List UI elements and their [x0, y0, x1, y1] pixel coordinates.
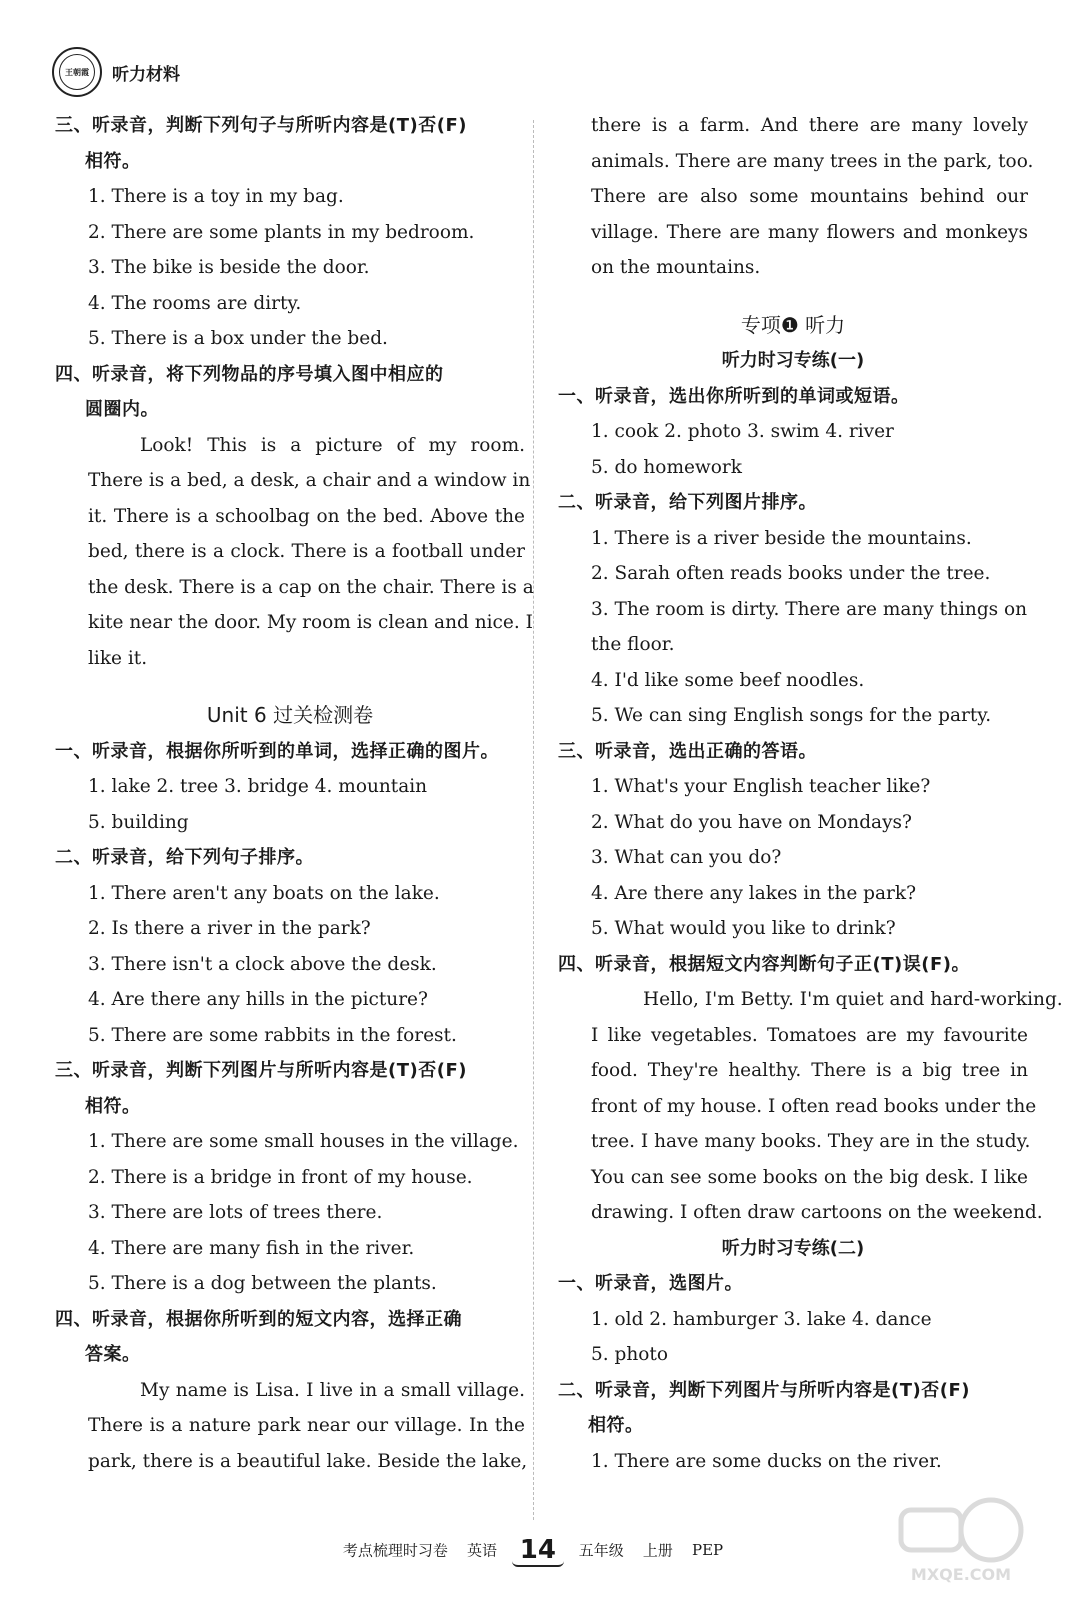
right-line: 4. I'd like some beef noodles.: [591, 669, 865, 691]
left-line: 四、听录音，根据你所听到的短文内容，选择正确: [55, 1308, 462, 1330]
right-line: 3. The room is dirty. There are many things on: [591, 598, 1028, 620]
right-line: 1. cook 2. photo 3. swim 4. river: [591, 421, 894, 442]
left-line: 四、听录音，将下列物品的序号填入图中相应的: [55, 363, 444, 385]
left-line: 4. The rooms are dirty.: [88, 292, 302, 314]
right-line: food. They're healthy. There is a big tree in: [591, 1060, 1028, 1081]
footer-grade: 五年级: [578, 1541, 624, 1560]
footer-volume: 上册: [642, 1541, 673, 1560]
footer-book: 考点梳理时习卷: [342, 1541, 448, 1560]
left-line: 相符。: [85, 1095, 141, 1117]
right-line: 4. Are there any lakes in the park?: [591, 882, 917, 904]
right-line: 5. We can sing English songs for the party.: [591, 705, 992, 726]
right-line: 三、听录音，选出正确的答语。: [558, 740, 817, 762]
left-line: 5. There is a dog between the plants.: [88, 1273, 437, 1294]
left-line: There is a bed, a desk, a chair and a window in: [88, 470, 531, 491]
left-line: 1. lake 2. tree 3. bridge 4. mountain: [88, 776, 428, 797]
right-line: 2. Sarah often reads books under the tree.: [591, 563, 991, 584]
page-number: 14: [512, 1535, 564, 1567]
watermark-text: MXQE.COM: [910, 1565, 1012, 1584]
right-line: Hello, I'm Betty. I'm quiet and hard-working.: [643, 989, 1063, 1010]
left-line: park, there is a beautiful lake. Beside the lake,: [88, 1450, 528, 1472]
right-line: on the mountains.: [591, 257, 761, 278]
left-line: 1. There aren't any boats on the lake.: [88, 882, 440, 904]
left-line: 4. There are many fish in the river.: [88, 1237, 415, 1259]
right-line: I like vegetables. Tomatoes are my favourite: [591, 1024, 1028, 1046]
right-line: 3. What can you do?: [591, 847, 782, 868]
right-line: 听力时习专练(一): [721, 350, 865, 371]
right-line: there is a farm. And there are many lovely: [591, 115, 1028, 136]
right-line: 1. There is a river beside the mountains.: [591, 527, 972, 549]
right-line: 专项❶ 听力: [740, 312, 846, 337]
right-line: 二、听录音，判断下列图片与所听内容是(T)否(F): [558, 1379, 970, 1401]
left-line: 2. There is a bridge in front of my house.: [88, 1166, 473, 1188]
publisher-logo: [52, 47, 102, 97]
right-line: 1. What's your English teacher like?: [591, 776, 931, 797]
right-line: There are also some mountains behind our: [591, 186, 1028, 207]
left-line: 3. There isn't a clock above the desk.: [88, 953, 437, 975]
right-line: 5. photo: [591, 1344, 668, 1365]
watermark-logo: [896, 1495, 1026, 1585]
left-line: bed, there is a clock. There is a football under: [88, 541, 525, 562]
left-line: 二、听录音，给下列句子排序。: [55, 847, 314, 868]
page-header: [52, 42, 180, 102]
left-line: There is a nature park near our village. In the: [88, 1415, 525, 1436]
header-title: 听力材料: [112, 64, 180, 85]
left-line: 3. There are lots of trees there.: [88, 1202, 383, 1223]
left-line: 相符。: [85, 150, 141, 172]
left-line: 5. building: [88, 811, 189, 833]
right-line: 2. What do you have on Mondays?: [591, 811, 912, 833]
left-line: kite near the door. My room is clean and nice. I: [88, 612, 533, 633]
left-line: 1. There is a toy in my bag.: [88, 186, 344, 207]
left-line: like it.: [88, 647, 148, 669]
left-line: 2. There are some plants in my bedroom.: [88, 221, 475, 243]
left-line: 5. There are some rabbits in the forest.: [88, 1024, 457, 1046]
right-line: tree. I have many books. They are in the study.: [591, 1131, 1031, 1152]
left-line: 3. The bike is beside the door.: [88, 257, 370, 278]
left-line: 5. There is a box under the bed.: [88, 328, 388, 349]
left-line: 圆圈内。: [85, 399, 159, 420]
right-line: 5. do homework: [591, 456, 742, 478]
left-column: [55, 108, 534, 1479]
left-line: 2. Is there a river in the park?: [88, 918, 371, 939]
left-line: My name is Lisa. I live in a small village.: [140, 1379, 525, 1401]
right-line: 一、听录音，选出你所听到的单词或短语。: [558, 385, 910, 407]
left-line: Unit 6 过关检测卷: [206, 703, 374, 727]
left-line: 答案。: [85, 1344, 141, 1365]
right-line: front of my house. I often read books under the: [591, 1095, 1037, 1117]
footer-edition: PEP: [692, 1541, 724, 1559]
left-line: Look! This is a picture of my room.: [140, 434, 525, 456]
right-line: drawing. I often draw cartoons on the weekend.: [591, 1202, 1043, 1223]
column-divider: [533, 120, 534, 1520]
left-line: 1. There are some small houses in the village.: [88, 1131, 519, 1152]
left-line: 4. Are there any hills in the picture?: [88, 989, 428, 1010]
right-line: animals. There are many trees in the park, too.: [591, 150, 1034, 172]
left-line: 三、听录音，判断下列句子与所听内容是(T)否(F): [55, 115, 467, 136]
logo-text: 王朝霞: [59, 54, 95, 90]
right-line: 相符。: [588, 1415, 644, 1436]
right-line: 1. There are some ducks on the river.: [591, 1450, 942, 1472]
right-line: 5. What would you like to drink?: [591, 918, 896, 939]
left-line: 三、听录音，判断下列图片与所听内容是(T)否(F): [55, 1060, 467, 1081]
right-line: 四、听录音，根据短文内容判断句子正(T)误(F)。: [558, 953, 970, 975]
left-line: it. There is a schoolbag on the bed. Above the: [88, 505, 525, 527]
right-column: [558, 108, 1063, 1479]
left-line: 一、听录音，根据你所听到的单词，选择正确的图片。: [55, 740, 499, 762]
right-line: 一、听录音，选图片。: [558, 1273, 743, 1294]
right-line: 听力时习专练(二): [721, 1237, 865, 1259]
left-line: the desk. There is a cap on the chair. There is a: [88, 576, 534, 598]
right-line: village. There are many flowers and monkeys: [591, 221, 1028, 243]
footer-subject: 英语: [466, 1541, 497, 1560]
right-line: 二、听录音，给下列图片排序。: [558, 492, 817, 513]
right-line: You can see some books on the big desk. I like: [591, 1166, 1028, 1188]
right-line: 1. old 2. hamburger 3. lake 4. dance: [591, 1308, 932, 1330]
right-line: the floor.: [591, 634, 675, 655]
